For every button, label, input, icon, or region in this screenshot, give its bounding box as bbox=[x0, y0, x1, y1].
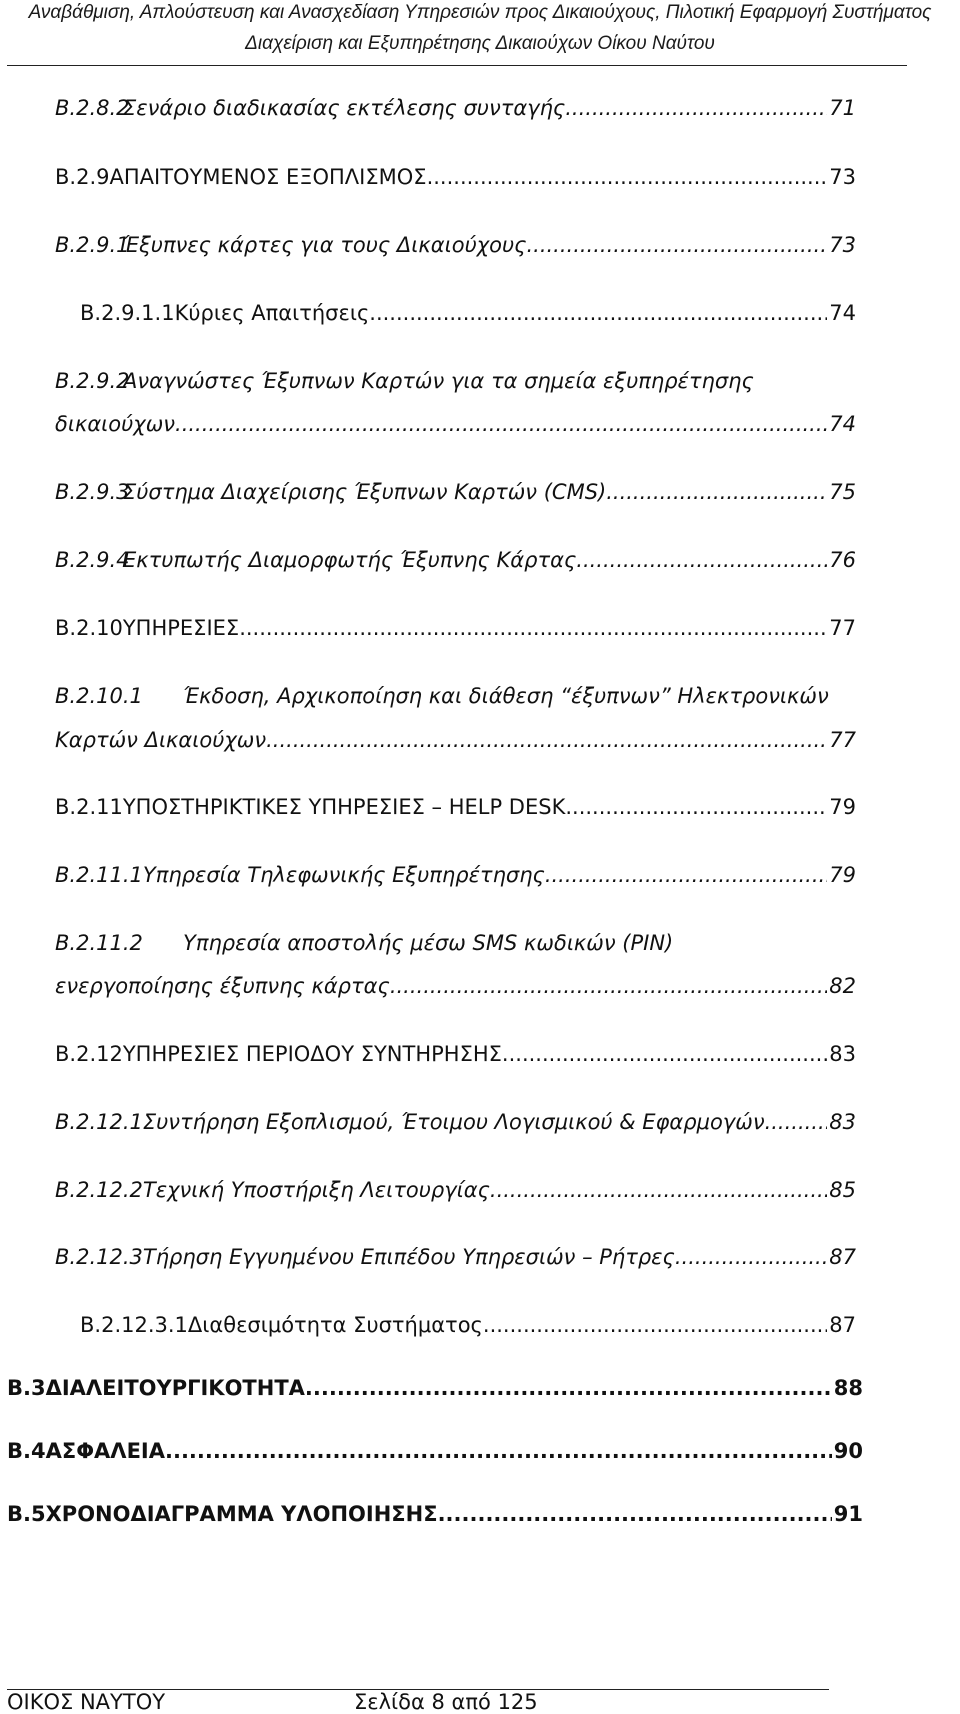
toc-leader-dots bbox=[438, 1502, 832, 1526]
toc-entry-page: 79 bbox=[829, 795, 856, 819]
toc-entry-page: 87 bbox=[829, 1245, 856, 1269]
toc-leader-dots bbox=[266, 728, 827, 752]
toc-entry-number: B.2.12.3.1 bbox=[80, 1313, 188, 1337]
toc-entry-number: B.2.9 bbox=[55, 165, 110, 189]
toc-leader-dots bbox=[502, 1042, 827, 1066]
toc-entry-number: B.2.9.4 bbox=[55, 548, 130, 572]
toc-entry-page: 85 bbox=[829, 1178, 856, 1202]
toc-entry-title: ΑΣΦΑΛΕΙΑ bbox=[45, 1439, 165, 1463]
toc-entry-page: 83 bbox=[829, 1042, 856, 1066]
toc-leader-dots bbox=[175, 412, 827, 436]
toc-entry-number: B.3 bbox=[7, 1376, 46, 1400]
toc-leader-dots bbox=[565, 96, 827, 120]
toc-entry[interactable] bbox=[55, 616, 856, 640]
toc-entry-page: 91 bbox=[833, 1502, 863, 1526]
toc-entry[interactable] bbox=[55, 1042, 856, 1066]
toc-leader-dots bbox=[526, 233, 827, 257]
toc-entry-page: 74 bbox=[829, 412, 856, 436]
toc-entry[interactable] bbox=[55, 233, 856, 257]
toc-entry-title: Υπηρεσία Τηλεφωνικής Εξυπηρέτησης bbox=[142, 863, 545, 887]
toc-leader-dots bbox=[427, 165, 828, 189]
toc-entry[interactable] bbox=[80, 301, 856, 325]
toc-entry-title: ΥΠΗΡΕΣΙΕΣ ΠΕΡΙΟΔΟΥ ΣΥΝΤΗΡΗΣΗΣ bbox=[122, 1042, 502, 1066]
toc-entry-number: B.2.11 bbox=[55, 795, 123, 819]
toc-entry-page: 76 bbox=[829, 548, 856, 572]
toc-entry-title-continued: δικαιούχων bbox=[55, 412, 176, 436]
toc-entry-title: ΥΠΟΣΤΗΡΙΚΤΙΚΕΣ ΥΠΗΡΕΣΙΕΣ – HELP DESK bbox=[122, 795, 566, 819]
toc-entry[interactable] bbox=[55, 96, 856, 120]
toc-entry[interactable] bbox=[55, 412, 856, 436]
toc-entry[interactable] bbox=[7, 1439, 863, 1463]
toc-entry[interactable] bbox=[55, 974, 856, 998]
toc-entry-number: B.5 bbox=[7, 1502, 46, 1526]
toc-leader-dots bbox=[490, 1178, 827, 1202]
toc-entry-page: 82 bbox=[829, 974, 856, 998]
toc-entry[interactable] bbox=[55, 1110, 856, 1134]
toc-entry-title: ΥΠΗΡΕΣΙΕΣ bbox=[122, 616, 240, 640]
toc-entry[interactable] bbox=[55, 728, 856, 752]
toc-leader-dots bbox=[305, 1376, 832, 1400]
toc-entry-number: B.2.9.1.1 bbox=[80, 301, 175, 325]
toc-entry[interactable] bbox=[7, 1376, 863, 1400]
toc-leader-dots bbox=[565, 795, 827, 819]
toc-leader-dots bbox=[576, 548, 827, 572]
toc-entry-title: Διαθεσιμότητα Συστήματος bbox=[187, 1313, 483, 1337]
toc-leader-dots bbox=[369, 301, 827, 325]
toc-entry-number: B.2.10 bbox=[55, 616, 123, 640]
toc-entry-title: Σύστημα Διαχείρισης Έξυπνων Καρτών (CMS) bbox=[123, 480, 607, 504]
toc-entry-page: 79 bbox=[829, 863, 856, 887]
header-divider bbox=[7, 65, 907, 66]
toc-entry-page: 73 bbox=[829, 165, 856, 189]
toc-entry-title-continued: ενεργοποίησης έξυπνης κάρτας bbox=[55, 974, 390, 998]
toc-entry-number: B.2.11.2 bbox=[55, 931, 143, 955]
toc-entry-title: Συντήρηση Εξοπλισμού, Έτοιμου Λογισμικού & Εφαρμογών bbox=[142, 1110, 765, 1134]
toc-entry-title: Σενάριο διαδικασίας εκτέλεσης συνταγής bbox=[123, 96, 566, 120]
toc-entry[interactable] bbox=[55, 1178, 856, 1202]
toc-leader-dots bbox=[483, 1313, 827, 1337]
footer-page-number: Σελίδα 8 από 125 bbox=[354, 1690, 538, 1714]
toc-entry[interactable] bbox=[55, 795, 856, 819]
toc-leader-dots bbox=[765, 1110, 828, 1134]
toc-entry-title: ΧΡΟΝΟΔΙΑΓΡΑΜΜΑ ΥΛΟΠΟΙΗΣΗΣ bbox=[45, 1502, 438, 1526]
toc-entry-title: Υπηρεσία αποστολής μέσω SMS κωδικών (PIN) bbox=[183, 931, 674, 955]
toc-entry-first-line[interactable] bbox=[55, 684, 829, 708]
running-header-subtitle: Διαχείριση και Εξυπηρέτησης Δικαιούχων Οίκου Ναύτου bbox=[245, 33, 715, 54]
toc-entry[interactable] bbox=[55, 548, 856, 572]
toc-entry-page: 74 bbox=[829, 301, 856, 325]
toc-entry-number: B.2.12 bbox=[55, 1042, 123, 1066]
running-header-title: Αναβάθμιση, Απλούστευση και Ανασχεδίαση Υπηρεσιών προς Δικαιούχους, Πιλοτική Εφαρμογή Συστήματος bbox=[28, 2, 932, 23]
footer-organization: ΟΙΚΟΣ ΝΑΥΤΟΥ bbox=[7, 1690, 166, 1714]
toc-entry-title: Εκτυπωτής Διαμορφωτής Έξυπνης Κάρτας bbox=[123, 548, 577, 572]
toc-entry-page: 87 bbox=[829, 1313, 856, 1337]
toc-entry-number: B.2.10.1 bbox=[55, 684, 143, 708]
toc-entry-title-continued: Καρτών Δικαιούχων bbox=[55, 728, 267, 752]
toc-entry-title: Τεχνική Υποστήριξη Λειτουργίας bbox=[142, 1178, 490, 1202]
toc-entry[interactable] bbox=[7, 1502, 863, 1526]
toc-entry-title: ΔΙΑΛΕΙΤΟΥΡΓΙΚΟΤΗΤΑ bbox=[45, 1376, 305, 1400]
toc-leader-dots bbox=[606, 480, 827, 504]
toc-entry-number: B.2.9.2 bbox=[55, 369, 130, 393]
toc-entry-page: 71 bbox=[829, 96, 856, 120]
toc-entry[interactable] bbox=[55, 165, 856, 189]
toc-entry[interactable] bbox=[55, 863, 856, 887]
toc-entry-page: 83 bbox=[829, 1110, 856, 1134]
toc-entry-number: B.2.11.1 bbox=[55, 863, 143, 887]
toc-leader-dots bbox=[390, 974, 827, 998]
toc-entry[interactable] bbox=[55, 480, 856, 504]
toc-entry-title: Τήρηση Εγγυημένου Επιπέδου Υπηρεσιών – Ρήτρες bbox=[142, 1245, 675, 1269]
toc-entry-number: B.2.12.2 bbox=[55, 1178, 143, 1202]
toc-entry-page: 88 bbox=[833, 1376, 863, 1400]
toc-entry[interactable] bbox=[55, 1245, 856, 1269]
toc-entry-page: 77 bbox=[829, 728, 856, 752]
toc-entry-title: Έξυπνες κάρτες για τους Δικαιούχους bbox=[123, 233, 527, 257]
toc-entry-number: B.2.12.3 bbox=[55, 1245, 143, 1269]
toc-entry-first-line[interactable] bbox=[55, 931, 673, 955]
toc-entry-title: Κύριες Απαιτήσεις bbox=[174, 301, 370, 325]
toc-leader-dots bbox=[239, 616, 827, 640]
toc-entry-number: B.4 bbox=[7, 1439, 46, 1463]
toc-entry-page: 73 bbox=[829, 233, 856, 257]
toc-entry-page: 75 bbox=[829, 480, 856, 504]
toc-entry-number: B.2.8.2 bbox=[55, 96, 130, 120]
toc-entry-title: ΑΠΑΙΤΟΥΜΕΝΟΣ ΕΞΟΠΛΙΣΜΟΣ bbox=[109, 165, 427, 189]
toc-entry-number: B.2.12.1 bbox=[55, 1110, 143, 1134]
toc-leader-dots bbox=[545, 863, 827, 887]
toc-entry-page: 90 bbox=[833, 1439, 863, 1463]
toc-leader-dots bbox=[675, 1245, 827, 1269]
toc-leader-dots bbox=[165, 1439, 832, 1463]
toc-entry-first-line[interactable] bbox=[55, 369, 754, 393]
toc-entry-page: 77 bbox=[829, 616, 856, 640]
toc-entry[interactable] bbox=[80, 1313, 856, 1337]
toc-entry-title: Έκδοση, Αρχικοποίηση και διάθεση “έξυπνων” Ηλεκτρονικών bbox=[183, 684, 829, 708]
toc-entry-number: B.2.9.3 bbox=[55, 480, 130, 504]
toc-entry-number: B.2.9.1 bbox=[55, 233, 130, 257]
toc-entry-title: Αναγνώστες Έξυπνων Καρτών για τα σημεία εξυπηρέτησης bbox=[123, 369, 754, 393]
